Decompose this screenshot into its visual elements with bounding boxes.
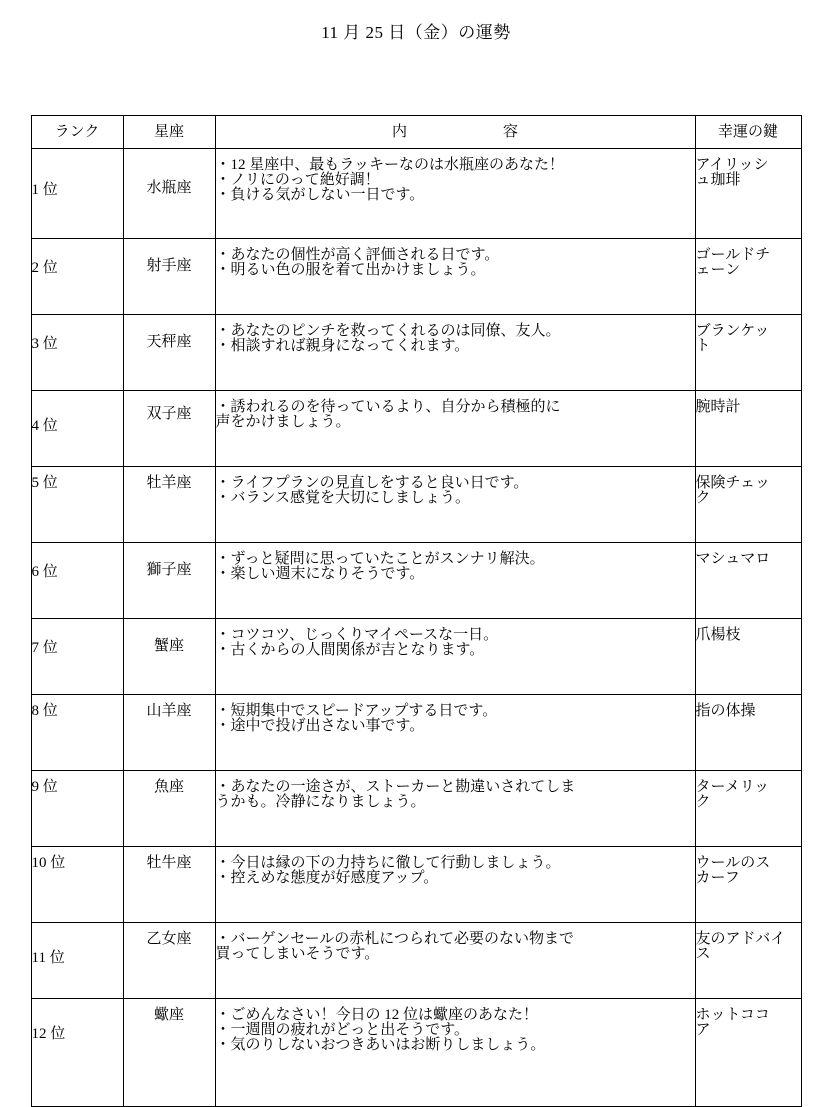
content-cell bbox=[215, 847, 695, 923]
table-header bbox=[31, 116, 801, 149]
rank-cell: 8 位 bbox=[31, 695, 123, 771]
lucky-key-line: ク bbox=[695, 794, 711, 810]
zodiac-sign-cell: 双子座 bbox=[123, 391, 215, 467]
lucky-key-line: ク bbox=[695, 490, 711, 506]
rank-cell: 2 位 bbox=[31, 239, 123, 315]
lucky-key-line: マシュマロ bbox=[695, 551, 771, 567]
lucky-key-line: 指の体操 bbox=[695, 703, 756, 719]
zodiac-sign-cell: 魚座 bbox=[123, 771, 215, 847]
table-row bbox=[31, 847, 801, 923]
table-row bbox=[31, 239, 801, 315]
content-line: ・あなたの一途さが、ストーカーと勘違いされてしま bbox=[215, 779, 576, 795]
lucky-key-cell bbox=[695, 695, 801, 771]
content-cell bbox=[215, 315, 695, 391]
lucky-key-line: 腕時計 bbox=[695, 399, 741, 415]
table-row bbox=[31, 619, 801, 695]
column-header-sign-label: 星座 bbox=[153, 123, 184, 140]
zodiac-sign-cell: 天秤座 bbox=[123, 315, 215, 391]
zodiac-sign-cell: 蟹座 bbox=[123, 619, 215, 695]
lucky-key-line: ュ珈琲 bbox=[695, 172, 741, 188]
content-line: ・ごめんなさい！今日の 12 位は蠍座のあなた！ bbox=[215, 1007, 539, 1023]
content-line: ・相談すれば親身になってくれます。 bbox=[215, 338, 470, 354]
table-row bbox=[31, 315, 801, 391]
lucky-key-line: ス bbox=[695, 946, 711, 962]
content-cell bbox=[215, 391, 695, 467]
table-row bbox=[31, 543, 801, 619]
content-line: ・控えめな態度が好感度アップ。 bbox=[215, 870, 439, 886]
lucky-key-line: ウールのス bbox=[695, 855, 771, 871]
table-row bbox=[31, 923, 801, 999]
content-line: うかも。冷静になりましょう。 bbox=[215, 794, 426, 810]
lucky-key-line: ブランケッ bbox=[695, 323, 770, 339]
lucky-key-cell bbox=[695, 771, 801, 847]
content-line: ・12 星座中、最もラッキーなのは水瓶座のあなた！ bbox=[215, 157, 564, 173]
content-line: ・ノリにのって絶好調！ bbox=[215, 172, 380, 188]
lucky-key-line: 友のアドバイ bbox=[695, 931, 786, 947]
lucky-key-line: カーフ bbox=[695, 870, 740, 886]
content-line: ・楽しい週末になりそうです。 bbox=[215, 566, 425, 582]
content-line: ・バランス感覚を大切にしましょう。 bbox=[215, 490, 471, 506]
column-header-sign bbox=[123, 116, 215, 149]
content-cell bbox=[215, 543, 695, 619]
lucky-key-line: ターメリッ bbox=[695, 779, 770, 795]
zodiac-sign-cell: 獅子座 bbox=[123, 543, 215, 619]
content-cell bbox=[215, 771, 695, 847]
column-header-key bbox=[695, 116, 801, 149]
column-header-rank bbox=[31, 116, 123, 149]
rank-cell: 11 位 bbox=[31, 923, 123, 999]
table-row bbox=[31, 149, 801, 239]
content-cell bbox=[215, 695, 695, 771]
lucky-key-line: ト bbox=[695, 338, 711, 354]
rank-cell: 9 位 bbox=[31, 771, 123, 847]
lucky-key-line: ホットココ bbox=[695, 1007, 770, 1023]
content-line: ・気のりしないおつきあいはお断りしましょう。 bbox=[215, 1037, 546, 1053]
column-header-content bbox=[215, 116, 695, 149]
content-line: ・ずっと疑問に思っていたことがスンナリ解決。 bbox=[215, 551, 545, 567]
zodiac-sign-cell: 牡羊座 bbox=[123, 467, 215, 543]
rank-cell: 3 位 bbox=[31, 315, 123, 391]
table-row bbox=[31, 695, 801, 771]
column-header-content-label: 内 容 bbox=[391, 123, 540, 140]
lucky-key-cell bbox=[695, 149, 801, 239]
content-line: ・今日は縁の下の力持ちに徹して行動しましょう。 bbox=[215, 855, 561, 871]
page-title: 11 月 25 日（金）の運勢 bbox=[321, 23, 511, 42]
lucky-key-cell bbox=[695, 847, 801, 923]
rank-cell: 1 位 bbox=[31, 149, 123, 239]
lucky-key-line: 爪楊枝 bbox=[695, 627, 741, 643]
lucky-key-cell bbox=[695, 391, 801, 467]
rank-cell: 7 位 bbox=[31, 619, 123, 695]
content-line: ・途中で投げ出さない事です。 bbox=[215, 718, 425, 734]
zodiac-sign-cell: 蠍座 bbox=[123, 999, 215, 1107]
rank-cell: 10 位 bbox=[31, 847, 123, 923]
table-row bbox=[31, 771, 801, 847]
content-line: ・明るい色の服を着て出かけましょう。 bbox=[215, 262, 486, 278]
zodiac-sign-cell: 山羊座 bbox=[123, 695, 215, 771]
content-line: ・コツコツ、じっくりマイペースな一日。 bbox=[215, 627, 499, 643]
content-line: ・負ける気がしない一日です。 bbox=[215, 187, 425, 203]
content-line: ・あなたのピンチを救ってくれるのは同僚、友人。 bbox=[215, 323, 561, 339]
zodiac-sign-cell: 牡牛座 bbox=[123, 847, 215, 923]
table-row bbox=[31, 391, 801, 467]
content-line: 買ってしまいそうです。 bbox=[215, 946, 380, 962]
lucky-key-cell bbox=[695, 315, 801, 391]
rank-cell: 5 位 bbox=[31, 467, 123, 543]
lucky-key-cell bbox=[695, 543, 801, 619]
zodiac-sign-cell: 乙女座 bbox=[123, 923, 215, 999]
content-cell bbox=[215, 923, 695, 999]
content-line: ・あなたの個性が高く評価される日です。 bbox=[215, 247, 500, 263]
rank-cell: 4 位 bbox=[31, 391, 123, 467]
lucky-key-line: ゴールドチ bbox=[695, 247, 771, 263]
lucky-key-cell bbox=[695, 923, 801, 999]
zodiac-sign-cell: 射手座 bbox=[123, 239, 215, 315]
rank-cell: 6 位 bbox=[31, 543, 123, 619]
lucky-key-line: ア bbox=[695, 1022, 711, 1038]
content-cell bbox=[215, 239, 695, 315]
content-line: ・バーゲンセールの赤札につられて必要のない物まで bbox=[215, 931, 575, 947]
document-page bbox=[0, 18, 832, 1053]
fortune-table bbox=[31, 115, 802, 1107]
zodiac-sign-cell: 水瓶座 bbox=[123, 149, 215, 239]
lucky-key-cell bbox=[695, 239, 801, 315]
content-line: ・誘われるのを待っているより、自分から積極的に bbox=[215, 399, 561, 415]
table-row bbox=[31, 467, 801, 543]
rank-cell: 12 位 bbox=[31, 999, 123, 1107]
lucky-key-cell bbox=[695, 619, 801, 695]
lucky-key-line: ェーン bbox=[695, 262, 741, 278]
content-cell bbox=[215, 467, 695, 543]
content-line: ・ライフプランの見直しをすると良い日です。 bbox=[215, 475, 529, 491]
table-row bbox=[31, 999, 801, 1107]
lucky-key-line: アイリッシ bbox=[695, 157, 769, 173]
content-cell bbox=[215, 619, 695, 695]
table-header-row bbox=[31, 116, 801, 149]
content-cell bbox=[215, 999, 695, 1107]
content-cell bbox=[215, 149, 695, 239]
table-body bbox=[31, 149, 801, 1107]
content-line: ・古くからの人間関係が吉となります。 bbox=[215, 642, 485, 658]
content-line: ・短期集中でスピードアップする日です。 bbox=[215, 703, 498, 719]
content-line: 声をかけましょう。 bbox=[215, 414, 351, 430]
lucky-key-line: 保険チェッ bbox=[695, 475, 771, 491]
column-header-key-label: 幸運の鍵 bbox=[717, 123, 778, 140]
column-header-rank-label: ランク bbox=[54, 123, 100, 140]
lucky-key-cell bbox=[695, 467, 801, 543]
lucky-key-cell bbox=[695, 999, 801, 1107]
content-line: ・一週間の疲れがどっと出そうです。 bbox=[215, 1022, 470, 1038]
